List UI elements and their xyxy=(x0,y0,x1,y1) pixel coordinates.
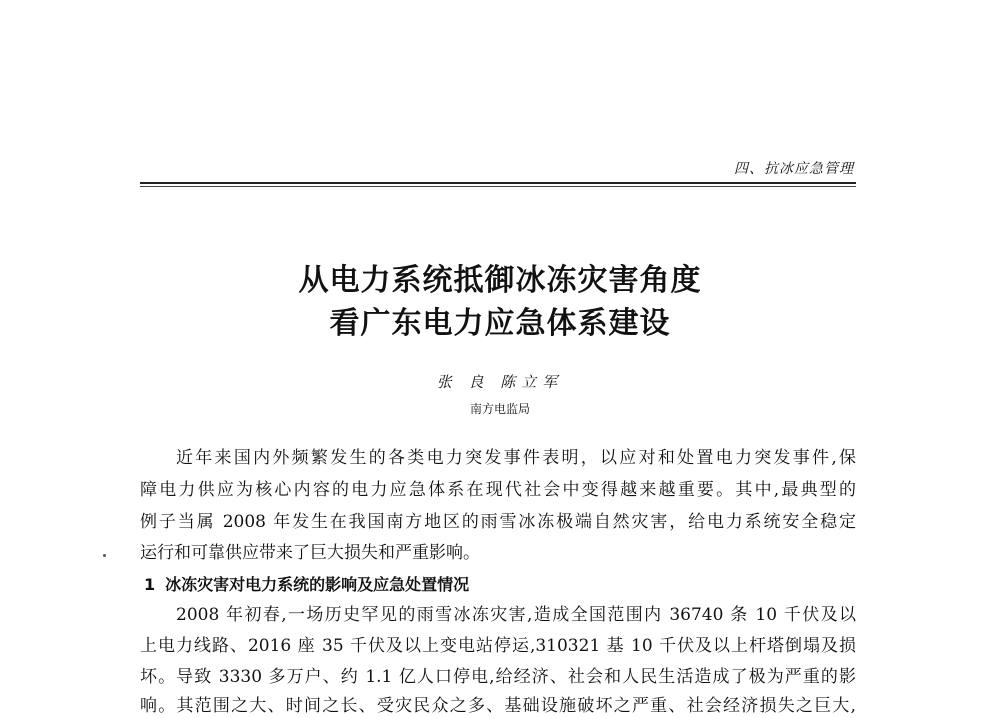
article-title-line-2: 看广东电力应急体系建设 xyxy=(329,306,671,341)
article-authors: 张 良 陈立军 xyxy=(436,373,564,391)
paragraph-2-line-2: 上电力线路、2016 座 35 千伏及以上变电站停运,310321 基 10 千伏及以上杆塔倒塌及损 xyxy=(140,636,856,656)
section-1-title: 冰冻灾害对电力系统的影响及应急处置情况 xyxy=(165,575,470,594)
section-header: 四、抗冰应急管理 xyxy=(734,161,854,177)
header-rule xyxy=(140,182,856,187)
header-rule-thick xyxy=(140,182,856,184)
section-1-heading xyxy=(144,573,469,597)
article-affiliation: 南方电监局 xyxy=(469,402,530,416)
paragraph-1-line-3: 例子当属 2008 年发生在我国南方地区的雨雪冰冻极端自然灾害，给电力系统安全稳定 xyxy=(140,512,856,532)
margin-mark xyxy=(103,554,106,557)
section-1-number: 1 xyxy=(144,575,156,594)
paragraph-1-line-1: 近年来国内外频繁发生的各类电力突发事件表明，以应对和处置电力突发事件,保 xyxy=(176,448,856,468)
paragraph-2-line-1: 2008 年初春,一场历史罕见的雨雪冰冻灾害,造成全国范围内 36740 条 10 千伏及以 xyxy=(176,605,856,625)
paragraph-2-line-3: 坏。导致 3330 多万户、约 1.1 亿人口停电,给经济、社会和人民生活造成了极为严重的影 xyxy=(140,667,856,687)
paragraph-1-line-4: 运行和可靠供应带来了巨大损失和严重影响。 xyxy=(140,543,480,563)
paragraph-2-line-4: 响。其范围之大、时间之长、受灾民众之多、基础设施破坏之严重、社会经济损失之巨大, xyxy=(140,696,856,716)
header-rule-thin xyxy=(140,186,856,187)
paragraph-1-line-2: 障电力供应为核心内容的电力应急体系在现代社会中变得越来越重要。其中,最典型的 xyxy=(140,480,856,500)
article-title-line-1: 从电力系统抵御冰冻灾害角度 xyxy=(298,263,702,298)
